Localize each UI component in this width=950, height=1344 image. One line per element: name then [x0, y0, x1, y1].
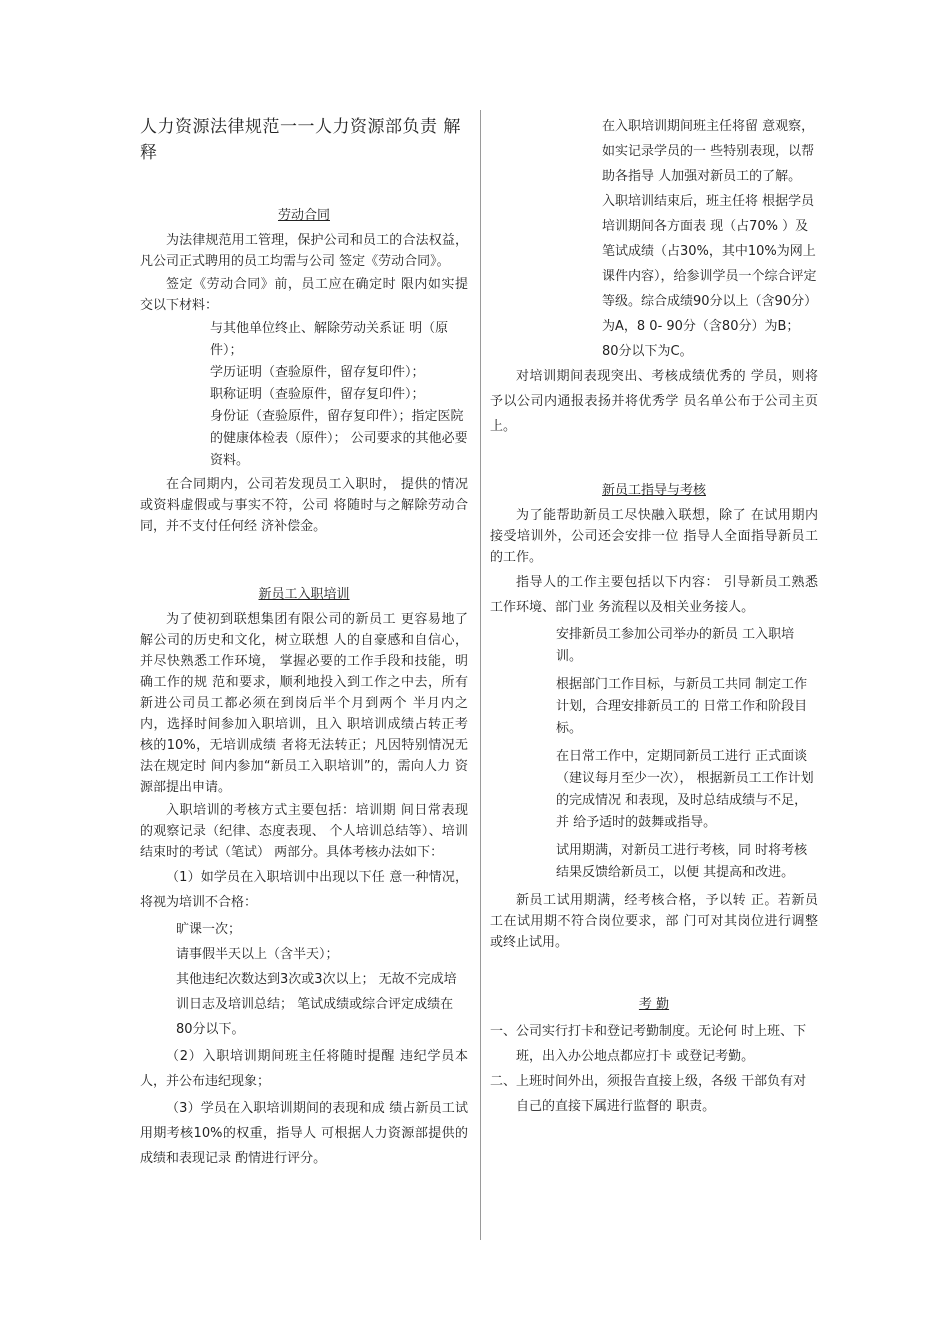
list-item: 学历证明（查验原件，留存复印件）；	[210, 365, 425, 380]
list-item: 安排新员工参加公司举办的新员 工入职培训。	[556, 627, 795, 664]
orientation-grading: 入职培训结束后，班主任将 根据学员培训期间各方面表 现（占70% ）及笔试成绩（占30%，其中10%为网上课件内容），给参训学员一个综合评定等级。综合成绩90分以上（含90分）为A，8 0- 90分（含80分）为B； 80分以下为C。	[602, 194, 818, 359]
list-item: 与其他单位终止、解除劳动关系证 明（原件）；	[210, 321, 449, 358]
column-divider	[480, 110, 481, 1240]
list-item: 试用期满，对新员工进行考核，同 时将考核结果反馈给新员工，以便 其提高和改进。	[556, 843, 808, 880]
orientation-intro: 为了使初到联想集团有限公司的新员工 更容易地了解公司的历史和文化，树立联想 人的自豪感和自信心，并尽快熟悉工作环境， 掌握必要的工作手段和技能，明确工作的规 范和要求，顺利地投入到工作之中去，所有 新进公司员工都必须在到岗后半个月到两个 半月内之内，选择时间参加入职培训，且入 职培训成绩占转正考核的10%，无培训成绩 者将无法转正；凡因特别情况无法在规定时 间内参加“新员工入职培训”的，需向人力 资源部提出申请。	[140, 612, 468, 795]
list-item: 职称证明（查验原件，留存复印件）；	[210, 387, 425, 402]
section-heading-orientation: 新员工入职培训	[258, 587, 350, 602]
list-item: 旷课一次；	[176, 922, 242, 937]
orientation-rule-2: （2）入职培训期间班主任将随时提醒 违纪学员本人，并公布违纪现象；	[140, 1049, 468, 1089]
list-item: 其他违纪次数达到3次或3次以上； 无故不完成培训日志及培训总结； 笔试成绩或综合评定成绩在80分以下。	[176, 972, 457, 1037]
document-title: 人力资源法律规范一一人力资源部负责 解 释	[140, 117, 461, 163]
mentor-duties-list	[556, 624, 818, 884]
list-item: 根据部门工作目标，与新员工共同 制定工作计划，合理安排新员工的 日常工作和阶段目标。	[556, 677, 808, 736]
labor-contract-intro: 为法律规范用工管理，保护公司和员工的合法权益，凡公司正式聘用的员工均需与公司 签定《劳动合同》。	[140, 233, 468, 269]
list-item: 在日常工作中，定期同新员工进行 正式面谈（建议每月至少一次）， 根据新员工工作计划的完成情况 和表现，及时总结成绩与不足，并 给予适时的鼓舞或指导。	[556, 749, 814, 830]
labor-contract-materials-intro: 签定《劳动合同》前，员工应在确定时 限内如实提交以下材料：	[140, 277, 468, 313]
labor-contract-termination: 在合同期内，公司若发现员工入职时， 提供的情况或资料虚假或与事实不符，公司 将随时与之解除劳动合同，并不支付任何经 济补偿金。	[140, 477, 468, 534]
list-item: 一、公司实行打卡和登记考勤制度。无论何 时上班、下班，出入办公地点都应打卡 或登记考勤。	[490, 1024, 807, 1064]
left-column	[140, 114, 468, 1173]
orientation-rule-1: （1）如学员在入职培训中出现以下任 意一种情况，将视为培训不合格：	[140, 870, 468, 910]
orientation-assessment: 入职培训的考核方式主要包括：培训期 间日常表现的观察记录（纪律、态度表现、 个人培训总结等）、培训结束时的考试（笔试） 两部分。具体考核办法如下：	[140, 803, 468, 860]
mentoring-duties-intro: 指导人的工作主要包括以下内容： 引导新员工熟悉工作环境、部门业 务流程以及相关业务接人。	[490, 575, 818, 615]
section-heading-mentoring: 新员工指导与考核	[601, 483, 706, 498]
section-heading-labor-contract: 劳动合同	[277, 208, 330, 223]
orientation-observation: 在入职培训期间班主任将留 意观察，如实记录学员的一 些特别表现，以帮助各指导 人加强对新员工的了解。	[602, 119, 815, 184]
materials-list	[210, 318, 468, 472]
list-item: 请事假半天以上（含半天）；	[176, 947, 339, 962]
right-column	[490, 114, 818, 1119]
fail-conditions-list	[176, 917, 468, 1042]
orientation-recognition: 对培训期间表现突出、考核成绩优秀的 学员，则将予以公司内通报表扬并将优秀学 员名单公布于公司主页上。	[490, 369, 818, 434]
list-item: 二、上班时间外出，须报告直接上级，各级 干部负有对自己的直接下属进行监督的 职责。	[490, 1074, 807, 1114]
mentoring-intro: 为了能帮助新员工尽快融入联想，除了 在试用期内接受培训外，公司还会安排一位 指导人全面指导新员工的工作。	[490, 508, 818, 565]
section-heading-attendance: 考 勤	[638, 997, 670, 1012]
list-item: 身份证（查验原件，留存复印件）；指定医院的健康体检表（原件）； 公司要求的其他必要资料。	[210, 409, 468, 468]
attendance-list	[490, 1019, 818, 1119]
mentoring-probation-end: 新员工试用期满，经考核合格，予以转 正。若新员工在试用期不符合岗位要求，部 门可对其岗位进行调整或终止试用。	[490, 893, 818, 950]
orientation-rule-3: （3）学员在入职培训期间的表现和成 绩占新员工试用期考核10%的权重，指导人 可根据人力资源部提供的成绩和表现记录 酌情进行评分。	[140, 1101, 468, 1166]
